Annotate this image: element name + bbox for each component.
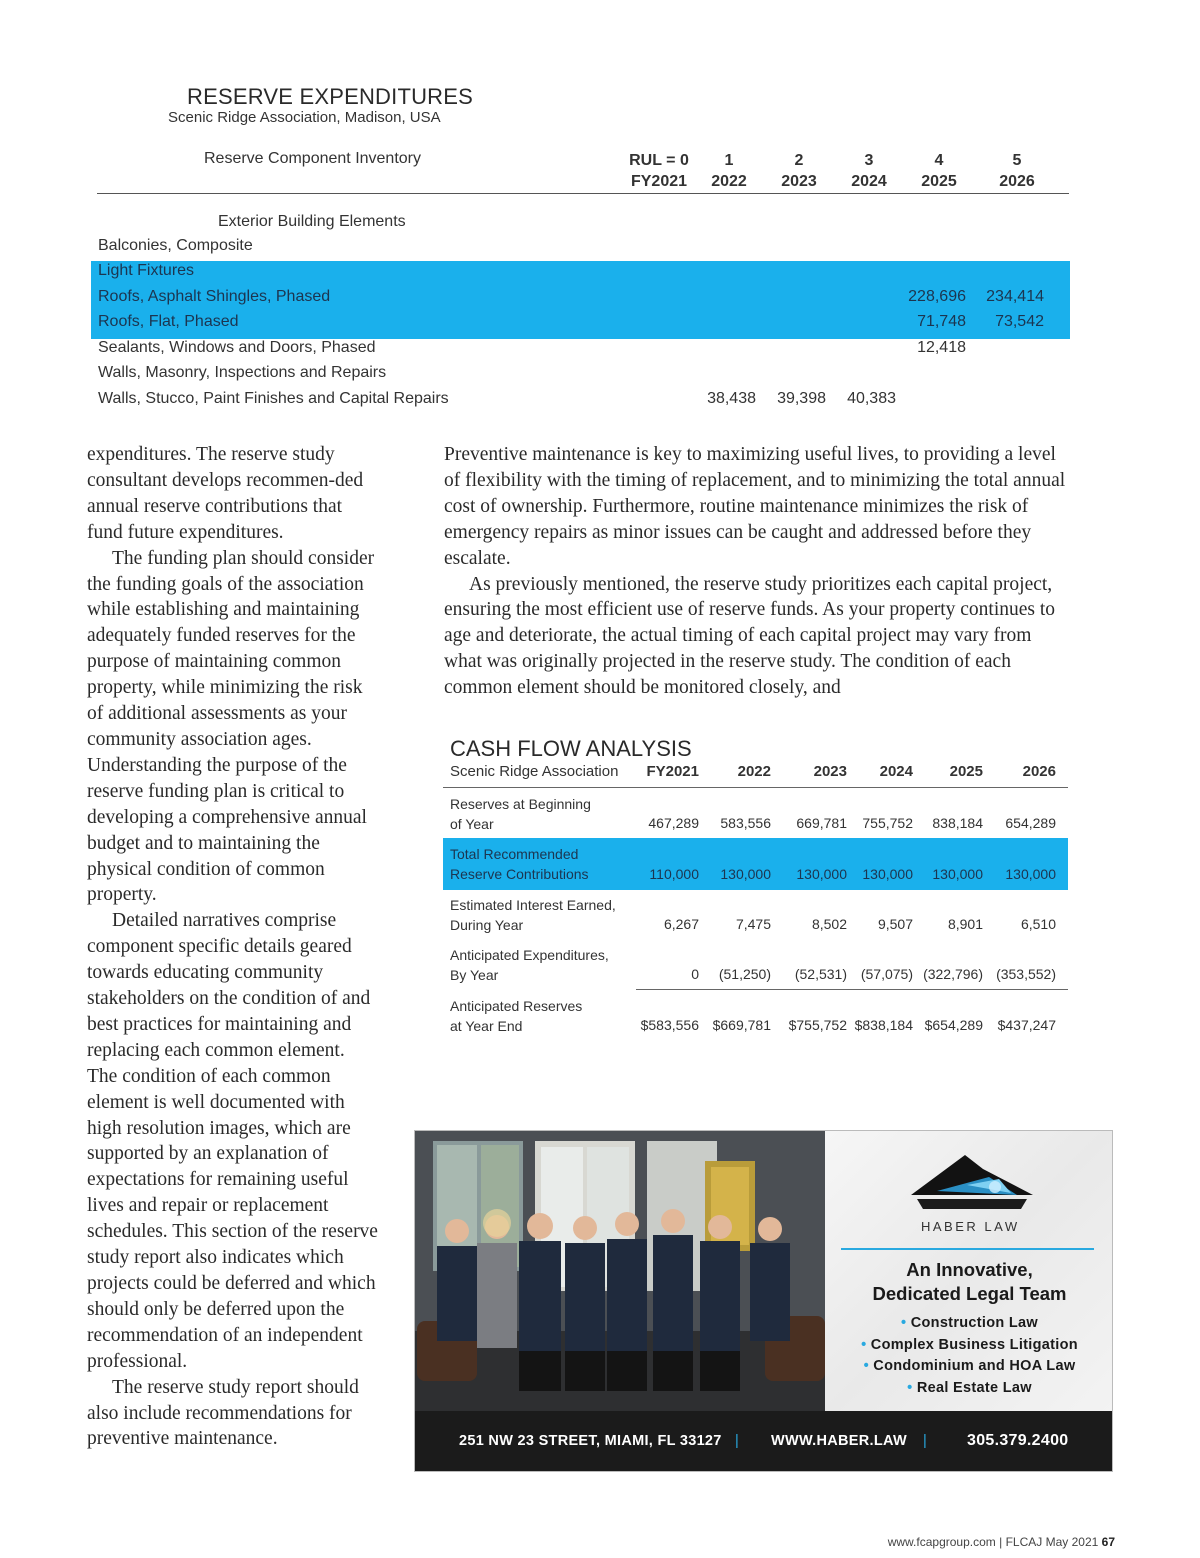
re-col-header: RUL = 0 FY2021 <box>629 152 689 190</box>
right-text-column <box>444 442 1069 701</box>
haber-logo-icon <box>907 1151 1037 1213</box>
footer-site[interactable]: www.fcapgroup.com <box>887 1535 996 1549</box>
service-item: • Complex Business Litigation <box>861 1337 1078 1353</box>
cashflow-value: (52,531) <box>794 966 847 982</box>
cashflow-value: 130,000 <box>932 866 983 882</box>
cashflow-value: $669,781 <box>712 1017 771 1033</box>
group-heading: Exterior Building Elements <box>218 213 406 230</box>
cashflow-value: 130,000 <box>1005 866 1056 882</box>
cashflow-value: 6,267 <box>663 916 699 932</box>
haber-law-ad[interactable] <box>414 1130 1113 1472</box>
footer-separator: | <box>999 1535 1006 1549</box>
reserve-value: 38,438 <box>707 390 756 407</box>
paragraph: The funding plan should consider the funding goals of the association while establishing and maintaining adequately funded reserves for the purpose of maintaining common property, while minimizing the risk of additional assessments as your community association ages. Understanding the purpose of the reserve funding plan is critical to developing a comprehensive annual budget and to maintaining the physical condition of common property. <box>87 547 375 906</box>
reserve-value: 12,418 <box>917 339 966 356</box>
label-line: of Year <box>450 815 494 832</box>
component-name: Walls, Stucco, Paint Finishes and Capital Repairs <box>98 390 449 407</box>
label-line: Anticipated Expenditures, <box>450 947 609 963</box>
tagline-line-1: An Innovative, <box>906 1259 1033 1280</box>
team-photo <box>415 1131 825 1411</box>
cashflow-value: 130,000 <box>720 866 771 882</box>
cashflow-title: CASH FLOW ANALYSIS <box>450 736 692 761</box>
tagline-line-2: Dedicated Legal Team <box>872 1283 1067 1304</box>
reserve-value: 71,748 <box>917 313 966 330</box>
label-line: Estimated Interest Earned, <box>450 897 616 913</box>
reserve-value: 234,414 <box>986 288 1044 305</box>
cashflow-total-rule <box>636 989 1068 990</box>
footer-date: May 2021 <box>1045 1535 1099 1549</box>
label-line: Anticipated Reserves <box>450 998 583 1014</box>
reserve-row <box>98 313 1068 338</box>
cashflow-row-label <box>450 845 640 884</box>
service-item: • Real Estate Law <box>907 1380 1032 1396</box>
component-name: Sealants, Windows and Doors, Phased <box>98 339 376 356</box>
cashflow-subtitle: Scenic Ridge Association <box>450 763 619 780</box>
paragraph: expenditures. The reserve study consultant develops recommen-ded annual reserve contributions that fund future expenditures. <box>87 444 364 543</box>
footer-publication: FLCAJ <box>1005 1535 1043 1549</box>
re-col-header: 3 2024 <box>851 152 887 190</box>
cashflow-value: 9,507 <box>877 916 913 932</box>
cf-year-header: 2025 <box>949 763 983 780</box>
paragraph: The reserve study report should also include recommendations for preventive maintenance. <box>87 1376 359 1450</box>
cashflow-row-label <box>450 795 640 834</box>
cashflow-value: 467,289 <box>648 815 699 831</box>
reserve-header-rule <box>97 193 1069 194</box>
left-text-column <box>87 442 379 1452</box>
cashflow-value: (353,552) <box>996 966 1056 982</box>
reserve-value: 39,398 <box>777 390 826 407</box>
label-line: Reserves at Beginning <box>450 796 591 812</box>
cashflow-value: 755,752 <box>862 815 913 831</box>
label-line: Reserve Contributions <box>450 865 589 882</box>
cashflow-value: 838,184 <box>932 815 983 831</box>
cashflow-row-label <box>450 946 640 985</box>
firm-name: HABER LAW <box>921 1219 1020 1234</box>
team-photo-illustration <box>415 1131 825 1411</box>
re-col-header: 5 2026 <box>999 152 1035 190</box>
cashflow-value: (51,250) <box>718 966 771 982</box>
cashflow-value: 8,901 <box>947 916 983 932</box>
page-number: 67 <box>1101 1535 1115 1549</box>
cashflow-value: 110,000 <box>649 866 699 882</box>
re-col-header: 4 2025 <box>921 152 957 190</box>
component-name: Walls, Masonry, Inspections and Repairs <box>98 364 387 381</box>
cashflow-value: $437,247 <box>997 1017 1056 1033</box>
service-item: • Condominium and HOA Law <box>863 1358 1076 1374</box>
ad-address: 251 NW 23 STREET, MIAMI, FL 33127 <box>459 1433 722 1449</box>
reserve-row <box>98 288 1068 313</box>
service-item: • Construction Law <box>901 1315 1038 1331</box>
label-line: During Year <box>450 916 524 933</box>
component-name: Roofs, Flat, Phased <box>98 313 239 330</box>
component-name: Light Fixtures <box>98 262 195 279</box>
ad-phone-link[interactable]: 305.379.2400 <box>967 1432 1069 1449</box>
reserve-row <box>98 364 1068 389</box>
cashflow-value: 130,000 <box>862 866 913 882</box>
paragraph: Preventive maintenance is key to maximizing useful lives, to providing a level of flexibility with the timing of replacement, and to minimizing the total annual cost of ownership. Furthermore, routine maintenance minimizes the risk of emergency repairs as minor issues can be caught and addressed before they escalate. <box>444 444 1066 569</box>
cf-year-header: 2026 <box>1022 763 1056 780</box>
cf-year-header: 2024 <box>879 763 913 780</box>
ad-contact-bar <box>415 1411 1113 1472</box>
reserve-row <box>98 237 1068 262</box>
paragraph: Detailed narratives comprise component specific details geared towards educating community stakeholders on the condition of and best practices for maintaining and replacing each common element. The condition of each common element is well documented with high resolution images, which are supported by an explanation of expectations for remaining useful lives and repair or replacement schedules. This section of the reserve study report also indicates which projects could be deferred and which should only be deferred upon the recommendation of an independent professional. <box>87 910 378 1372</box>
cashflow-row-label <box>450 896 640 935</box>
cashflow-value: $654,289 <box>924 1017 983 1033</box>
cashflow-value: 8,502 <box>811 916 847 932</box>
cashflow-value: 7,475 <box>735 916 771 932</box>
bar-separator: | <box>735 1433 740 1449</box>
paragraph: As previously mentioned, the reserve study prioritizes each capital project, ensuring the most efficient use of reserve funds. As your property continues to age and deteriorate, the actual timing of each capital project may vary from what was originally projected in the reserve study. The condition of each common element should be monitored closely, and <box>444 573 1056 699</box>
re-col-header: 1 2022 <box>711 152 747 190</box>
page-footer <box>888 1535 1115 1549</box>
cashflow-value: $838,184 <box>854 1017 913 1033</box>
label-line: Total Recommended <box>450 846 579 862</box>
label-line: at Year End <box>450 1017 523 1034</box>
cashflow-header-rule <box>443 787 1068 788</box>
reserve-title: RESERVE EXPENDITURES <box>187 84 474 109</box>
cashflow-value: (322,796) <box>923 966 983 982</box>
inventory-label: Reserve Component Inventory <box>204 150 421 167</box>
bar-separator: | <box>923 1433 928 1449</box>
re-col-header: 2 2023 <box>781 152 817 190</box>
cashflow-value: 654,289 <box>1005 815 1056 831</box>
reserve-value: 228,696 <box>908 288 966 305</box>
cf-year-header: 2023 <box>813 763 847 780</box>
cashflow-value: 583,556 <box>720 815 771 831</box>
reserve-row <box>98 339 1068 364</box>
cashflow-row-label <box>450 997 640 1036</box>
reserve-value: 73,542 <box>995 313 1044 330</box>
reserve-row <box>98 262 1068 287</box>
cashflow-value: 669,781 <box>796 815 847 831</box>
cashflow-value: 0 <box>691 966 699 982</box>
accent-divider <box>841 1248 1094 1250</box>
component-name: Balconies, Composite <box>98 237 253 254</box>
component-name: Roofs, Asphalt Shingles, Phased <box>98 288 331 305</box>
cashflow-value: $583,556 <box>640 1017 699 1033</box>
label-line: By Year <box>450 966 499 983</box>
cashflow-value: 130,000 <box>796 866 847 882</box>
cashflow-value: 6,510 <box>1020 916 1056 932</box>
cashflow-value: (57,075) <box>860 966 913 982</box>
cashflow-value: $755,752 <box>788 1017 847 1033</box>
cf-year-header: 2022 <box>737 763 771 780</box>
reserve-row <box>98 390 1068 415</box>
ad-website-link[interactable]: WWW.HABER.LAW <box>771 1433 907 1449</box>
reserve-subtitle: Scenic Ridge Association, Madison, USA <box>168 109 441 126</box>
reserve-value: 40,383 <box>847 390 896 407</box>
cf-year-header: FY2021 <box>646 763 699 780</box>
